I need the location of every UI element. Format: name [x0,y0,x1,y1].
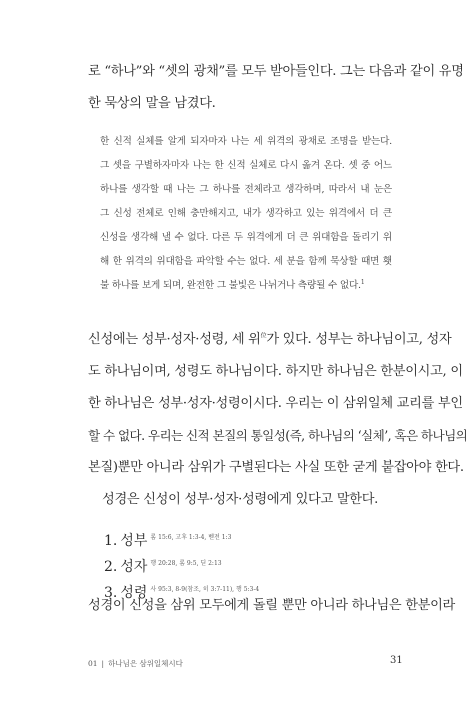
page-number: 31 [390,655,403,666]
list-item [104,556,259,582]
para-line-3: 한 하나님은 성부·성자·성령이시다. 우리는 이 삼위일체 교리를 부인 [88,396,463,411]
footer-separator: | [101,659,105,668]
quote-line: 한 신적 실체를 알게 되자마자 나는 세 위격의 광채로 조명을 받는다. [100,136,392,147]
footnote-marker[interactable]: 1 [360,278,365,286]
closing-line-1: 성경이 신성을 삼위 모두에게 돌릴 뿐만 아니라 하나님은 한분이라 [88,598,455,613]
para-line-1-pre: 신성에는 성부·성자·성령, 세 위 [88,332,261,347]
scripture-reference: 사 95:3, 8-9(참조, 히 3:7-11), 행 5:3-4 [150,586,260,593]
para-line-5: 본질)뿐만 아니라 삼위가 구별된다는 사실 또한 굳게 붙잡아야 한다. [88,460,464,475]
para-line-6: 성경은 신성이 성부·성자·성령에게 있다고 말한다. [102,492,379,507]
scripture-reference: 행 20:28, 롬 9:5, 딛 2:13 [150,560,222,567]
para-line-2: 도 하나님이며, 성령도 하나님이다. 하지만 하나님은 한분이시고, 이 [88,364,463,379]
quote-line: 해 한 위격의 위대함을 파악할 수는 없다. 세 분을 함께 묵상할 때면 횃 [100,256,392,267]
list-term: 성자 [120,559,148,575]
quote-line: 신성을 생각해 낼 수 없다. 다른 두 위격에게 더 큰 위대함을 돌리기 위 [100,232,392,243]
running-footer [88,658,183,669]
para-line-4: 할 수 없다. 우리는 신적 본질의 통일성(즉, 하나님의 ‘실체’, 혹은 하나님의 [88,428,468,443]
para-line-1 [88,324,452,356]
chapter-title: 하나님은 삼위일체시다 [108,659,183,668]
para-line-1-post: 가 있다. 성부는 하나님이고, 성자 [266,332,452,347]
list-number: 1. [104,533,118,549]
chapter-number: 01 [88,659,98,668]
scripture-reference: 롬 15:6, 고후 1:3-4, 벧전 1:3 [150,534,232,541]
list-item [104,530,259,556]
quote-last-text: 불 하나를 보게 되며, 완전한 그 불빛은 나뉘거나 측량될 수 없다. [100,280,361,291]
quote-line-last [100,274,392,298]
list-term: 성령 [120,585,148,601]
list-number: 3. [104,585,118,601]
hanja-annotation: 位 [260,332,267,340]
list-term: 성부 [120,533,148,549]
intro-line-1: 로 “하나”와 “셋의 광채”를 모두 받아들인다. 그는 다음과 같이 유명 [88,64,464,79]
quote-line: 그 신성 전체로 인해 충만해지고, 내가 생각하고 있는 위격에서 더 큰 [100,208,392,219]
intro-line-2: 한 묵상의 말을 남겼다. [88,96,216,111]
quote-line: 그 셋을 구별하자마자 나는 한 신적 실체로 다시 옮겨 온다. 셋 중 어느 [100,160,392,171]
quote-line: 하나를 생각할 때 나는 그 하나를 전체라고 생각하며, 따라서 내 눈은 [100,184,392,195]
list-number: 2. [104,559,118,575]
